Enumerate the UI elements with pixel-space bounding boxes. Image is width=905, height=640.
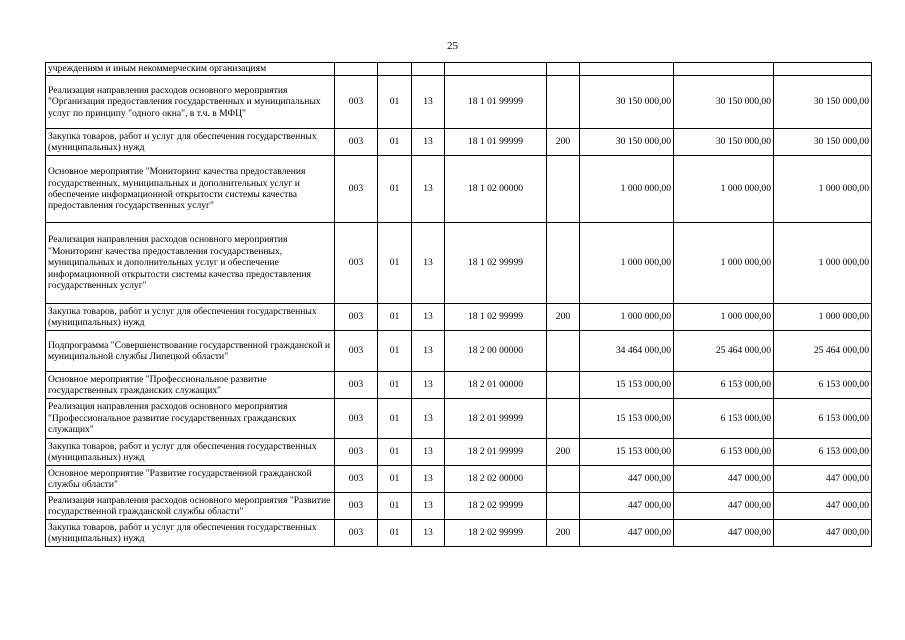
table-row [46,223,872,304]
item-name-cell: Основное мероприятие "Мониторинг качества предоставления государственных, муниципальных и дополнительных услуг и обеспечение информационной открытости системы качества предоставления государственных услуг" [46,156,335,223]
ministry-code-cell: 003 [335,493,378,520]
ministry-code-cell: 003 [335,223,378,304]
table-row [46,156,872,223]
item-name-cell: Реализация направления расходов основного мероприятия "Мониторинг качества предоставления государственных, муниципальных и дополнительных услуг и обеспечение информационной открытости системы качества предоставления государственных услуг" [46,223,335,304]
amount-year3-cell: 6 153 000,00 [774,439,872,466]
amount-year2-cell: 30 150 000,00 [674,76,774,129]
ministry-code-cell: 003 [335,399,378,439]
amount-year2-cell: 6 153 000,00 [674,439,774,466]
subsection-code-cell: 13 [412,439,445,466]
target-article-cell [445,63,547,76]
ministry-code-cell: 003 [335,76,378,129]
amount-year3-cell: 447 000,00 [774,493,872,520]
item-name-cell: Подпрограмма "Совершенствование государственной гражданской и муниципальной службы Липецкой области" [46,331,335,372]
section-code-cell: 01 [378,439,412,466]
amount-year1-cell: 34 464 000,00 [580,331,674,372]
amount-year1-cell: 15 153 000,00 [580,372,674,399]
table-row [46,63,872,76]
target-article-cell: 18 1 02 00000 [445,156,547,223]
expense-type-cell [547,331,580,372]
item-name-cell: Основное мероприятие "Развитие государственной гражданской службы области" [46,466,335,493]
table-row [46,399,872,439]
section-code-cell: 01 [378,76,412,129]
ministry-code-cell: 003 [335,304,378,331]
target-article-cell: 18 2 02 99999 [445,493,547,520]
ministry-code-cell: 003 [335,129,378,156]
expense-type-cell [547,399,580,439]
subsection-code-cell: 13 [412,372,445,399]
target-article-cell: 18 1 01 99999 [445,76,547,129]
table-row [46,304,872,331]
subsection-code-cell: 13 [412,399,445,439]
expense-type-cell [547,223,580,304]
amount-year3-cell: 25 464 000,00 [774,331,872,372]
subsection-code-cell: 13 [412,76,445,129]
section-code-cell: 01 [378,156,412,223]
item-name-cell: Закупка товаров, работ и услуг для обеспечения государственных (муниципальных) нужд [46,439,335,466]
expense-type-cell [547,76,580,129]
amount-year2-cell: 447 000,00 [674,493,774,520]
amount-year2-cell: 30 150 000,00 [674,129,774,156]
subsection-code-cell: 13 [412,304,445,331]
amount-year1-cell: 30 150 000,00 [580,76,674,129]
ministry-code-cell: 003 [335,520,378,547]
ministry-code-cell: 003 [335,466,378,493]
target-article-cell: 18 2 01 99999 [445,399,547,439]
table-body [46,63,872,547]
item-name-cell: Закупка товаров, работ и услуг для обеспечения государственных (муниципальных) нужд [46,304,335,331]
amount-year3-cell: 447 000,00 [774,520,872,547]
target-article-cell: 18 1 02 99999 [445,223,547,304]
amount-year1-cell: 1 000 000,00 [580,223,674,304]
expense-type-cell: 200 [547,304,580,331]
page-number: 25 [447,40,458,52]
ministry-code-cell: 003 [335,331,378,372]
table-row [46,439,872,466]
target-article-cell: 18 2 02 00000 [445,466,547,493]
amount-year1-cell: 447 000,00 [580,493,674,520]
amount-year3-cell: 30 150 000,00 [774,129,872,156]
section-code-cell: 01 [378,304,412,331]
amount-year1-cell: 30 150 000,00 [580,129,674,156]
item-name-cell: Закупка товаров, работ и услуг для обеспечения государственных (муниципальных) нужд [46,520,335,547]
item-name-cell: учреждениям и иным некоммерческим организациям [46,63,335,76]
amount-year2-cell: 6 153 000,00 [674,399,774,439]
target-article-cell: 18 2 01 99999 [445,439,547,466]
expense-type-cell [547,372,580,399]
amount-year2-cell: 1 000 000,00 [674,156,774,223]
amount-year1-cell: 447 000,00 [580,520,674,547]
subsection-code-cell: 13 [412,223,445,304]
table-row [46,331,872,372]
amount-year2-cell: 6 153 000,00 [674,372,774,399]
table-row [46,493,872,520]
ministry-code-cell: 003 [335,372,378,399]
expense-type-cell: 200 [547,439,580,466]
subsection-code-cell: 13 [412,331,445,372]
amount-year3-cell: 1 000 000,00 [774,223,872,304]
target-article-cell: 18 2 01 00000 [445,372,547,399]
item-name-cell: Реализация направления расходов основного мероприятия "Профессиональное развитие государственных гражданских служащих" [46,399,335,439]
ministry-code-cell: 003 [335,156,378,223]
target-article-cell: 18 1 02 99999 [445,304,547,331]
amount-year1-cell: 15 153 000,00 [580,439,674,466]
amount-year1-cell: 15 153 000,00 [580,399,674,439]
amount-year1-cell: 447 000,00 [580,466,674,493]
section-code-cell: 01 [378,493,412,520]
target-article-cell: 18 2 00 00000 [445,331,547,372]
table-row [46,520,872,547]
amount-year3-cell [774,63,872,76]
expense-type-cell [547,466,580,493]
amount-year3-cell: 447 000,00 [774,466,872,493]
section-code-cell: 01 [378,372,412,399]
item-name-cell: Основное мероприятие "Профессиональное развитие государственных гражданских служащих" [46,372,335,399]
subsection-code-cell: 13 [412,493,445,520]
amount-year2-cell: 25 464 000,00 [674,331,774,372]
amount-year1-cell: 1 000 000,00 [580,304,674,331]
budget-table [45,62,872,547]
amount-year2-cell: 1 000 000,00 [674,223,774,304]
amount-year2-cell: 447 000,00 [674,520,774,547]
section-code-cell: 01 [378,223,412,304]
table-row [46,76,872,129]
ministry-code-cell: 003 [335,439,378,466]
subsection-code-cell: 13 [412,520,445,547]
subsection-code-cell [412,63,445,76]
amount-year2-cell: 447 000,00 [674,466,774,493]
subsection-code-cell: 13 [412,156,445,223]
section-code-cell: 01 [378,399,412,439]
expense-type-cell: 200 [547,520,580,547]
target-article-cell: 18 2 02 99999 [445,520,547,547]
amount-year3-cell: 6 153 000,00 [774,399,872,439]
table-row [46,372,872,399]
table-row [46,466,872,493]
ministry-code-cell [335,63,378,76]
amount-year1-cell: 1 000 000,00 [580,156,674,223]
amount-year1-cell [580,63,674,76]
subsection-code-cell: 13 [412,466,445,493]
item-name-cell: Закупка товаров, работ и услуг для обеспечения государственных (муниципальных) нужд [46,129,335,156]
amount-year3-cell: 30 150 000,00 [774,76,872,129]
expense-type-cell [547,63,580,76]
expense-type-cell [547,156,580,223]
table-row [46,129,872,156]
section-code-cell: 01 [378,331,412,372]
item-name-cell: Реализация направления расходов основного мероприятия "Развитие государственной гражданской службы области" [46,493,335,520]
target-article-cell: 18 1 01 99999 [445,129,547,156]
section-code-cell: 01 [378,129,412,156]
amount-year2-cell [674,63,774,76]
section-code-cell: 01 [378,466,412,493]
section-code-cell: 01 [378,520,412,547]
expense-type-cell: 200 [547,129,580,156]
section-code-cell [378,63,412,76]
amount-year3-cell: 1 000 000,00 [774,156,872,223]
item-name-cell: Реализация направления расходов основного мероприятия "Организация предоставления государственных и муниципальных услуг по принципу "одного окна", в т.ч. в МФЦ" [46,76,335,129]
amount-year2-cell: 1 000 000,00 [674,304,774,331]
subsection-code-cell: 13 [412,129,445,156]
amount-year3-cell: 1 000 000,00 [774,304,872,331]
expense-type-cell [547,493,580,520]
amount-year3-cell: 6 153 000,00 [774,372,872,399]
